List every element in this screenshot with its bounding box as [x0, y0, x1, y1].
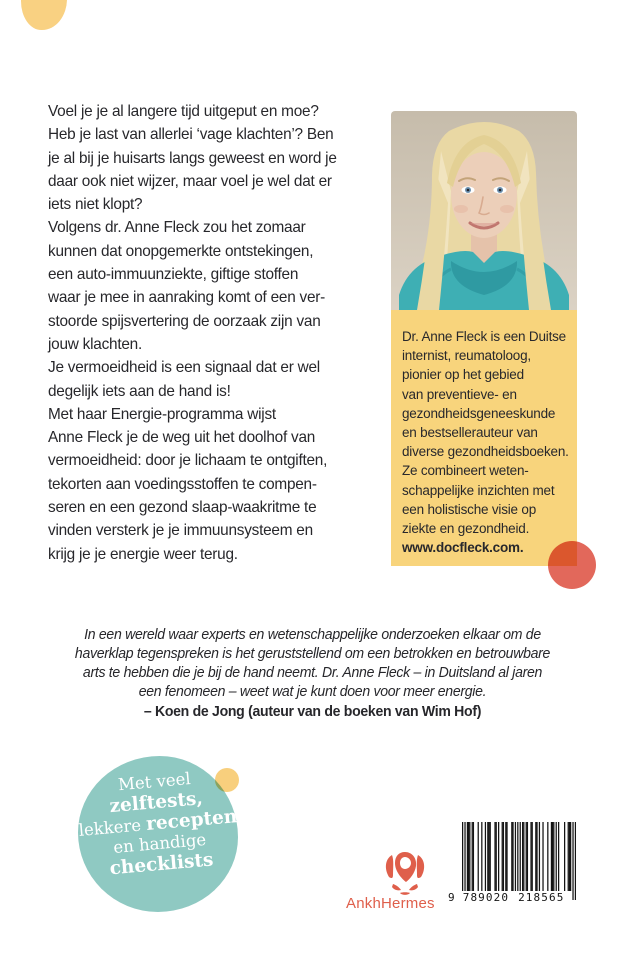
intro-line: tekorten aan voedingsstoffen te compen-: [48, 475, 317, 493]
intro-line: Voel je je al langere tijd uitgeput en moe?: [48, 103, 319, 120]
bio-line: ziekte en gezondheid.: [402, 521, 530, 537]
intro-line: degelijk iets aan de hand is!: [48, 382, 231, 400]
intro-line: iets niet klopt?: [48, 196, 143, 214]
publisher-name: AnkhHermes: [346, 895, 435, 912]
author-photo: [391, 111, 577, 310]
isbn-barcode: [447, 822, 587, 904]
intro-line: een auto-immuunziekte, giftige stoffen: [48, 266, 299, 284]
intro-text: [48, 100, 394, 566]
intro-line: Volgens dr. Anne Fleck zou het zomaar: [48, 219, 306, 237]
intro-line: daar ook niet wijzer, maar voel je wel dat er: [48, 172, 332, 190]
coral-circle-decoration: [548, 541, 596, 589]
author-portrait-illustration: [391, 111, 577, 310]
quote-line: arts te hebben die je bij de hand neemt. Dr. Anne Fleck – in Duitsland al jaren: [82, 665, 543, 681]
quote-line: een fenomeen – weet wat je kunt doen voor meer energie.: [138, 684, 487, 700]
barcode-bars: [462, 822, 576, 902]
author-bio-box: [391, 310, 577, 566]
quote-line: haverklap tegenspreken is het geruststellend om een betrokken en betrouwbare: [74, 646, 551, 662]
bio-line: schappelijke inzichten met: [402, 482, 555, 498]
intro-line: vermoeidheid: door je lichaam te ontgiften,: [48, 452, 328, 470]
bio-line: en bestsellerauteur van: [402, 425, 538, 441]
barcode-digits: [447, 891, 587, 904]
badge-text: [74, 765, 242, 883]
author-bio-lines: [402, 327, 569, 538]
intro-line: Anne Fleck je de weg uit het doolhof van: [48, 429, 316, 447]
intro-line: Met haar Energie-programma wijst: [48, 405, 276, 423]
bio-line: internist, reumatoloog,: [402, 348, 531, 364]
intro-line: jouw klachten.: [48, 335, 142, 353]
bio-line: een holistische visie op: [402, 501, 537, 517]
badge-line-bold: checklists: [108, 849, 215, 880]
intro-line: stoorde spijsvertering de oorzaak zijn van: [48, 312, 321, 330]
endorsement-quote: [9, 626, 615, 722]
ankhhermes-logo-icon: [379, 851, 431, 897]
intro-line: waar je mee in aanraking komt of een ver-: [48, 289, 326, 307]
badge-line-regular: en handige: [112, 830, 207, 858]
quote-attribution: – Koen de Jong (auteur van de boeken van Wim Hof): [143, 704, 482, 720]
yellow-blob-decoration: [21, 0, 67, 30]
intro-line: seren en een gezond slaap-waakritme te: [48, 499, 317, 517]
intro-line: kunnen dat onopgemerkte ontstekingen,: [48, 242, 314, 260]
bio-line: van preventieve- en: [402, 386, 517, 402]
barcode-digits-right: 218565: [518, 891, 565, 904]
badge-line-regular: lekkere: [77, 814, 148, 840]
intro-line: krijg je je energie weer terug.: [48, 545, 238, 563]
intro-line: vinden versterk je je immuunsysteem en: [48, 522, 313, 540]
badge-line-bold: recepten: [145, 805, 239, 835]
bio-line: pionier op het gebied: [402, 367, 524, 383]
quote-lines: [9, 626, 615, 702]
bio-line: gezondheidsgeneeskunde: [402, 405, 556, 421]
bio-line: diverse gezondheidsboeken.: [402, 444, 569, 460]
bio-line: Dr. Anne Fleck is een Duitse: [402, 329, 566, 344]
badge-line-bold: zelftests,: [108, 787, 204, 817]
quote-line: In een wereld waar experts en wetenschappelijke onderzoeken elkaar om de: [84, 627, 541, 643]
barcode-digit-9: 9: [448, 891, 456, 904]
barcode-digits-left: 789020: [462, 891, 510, 904]
intro-line: Je vermoeidheid is een signaal dat er wel: [48, 359, 320, 377]
badge-line-regular: Met veel: [117, 769, 192, 795]
intro-line: je al bij je huisarts langs geweest en word je: [48, 149, 337, 167]
website-text: www.docfleck.com.: [402, 540, 524, 556]
intro-line: Heb je last van allerlei ‘vage klachten’? Ben: [48, 126, 334, 144]
bio-line: Ze combineert weten-: [402, 463, 529, 479]
